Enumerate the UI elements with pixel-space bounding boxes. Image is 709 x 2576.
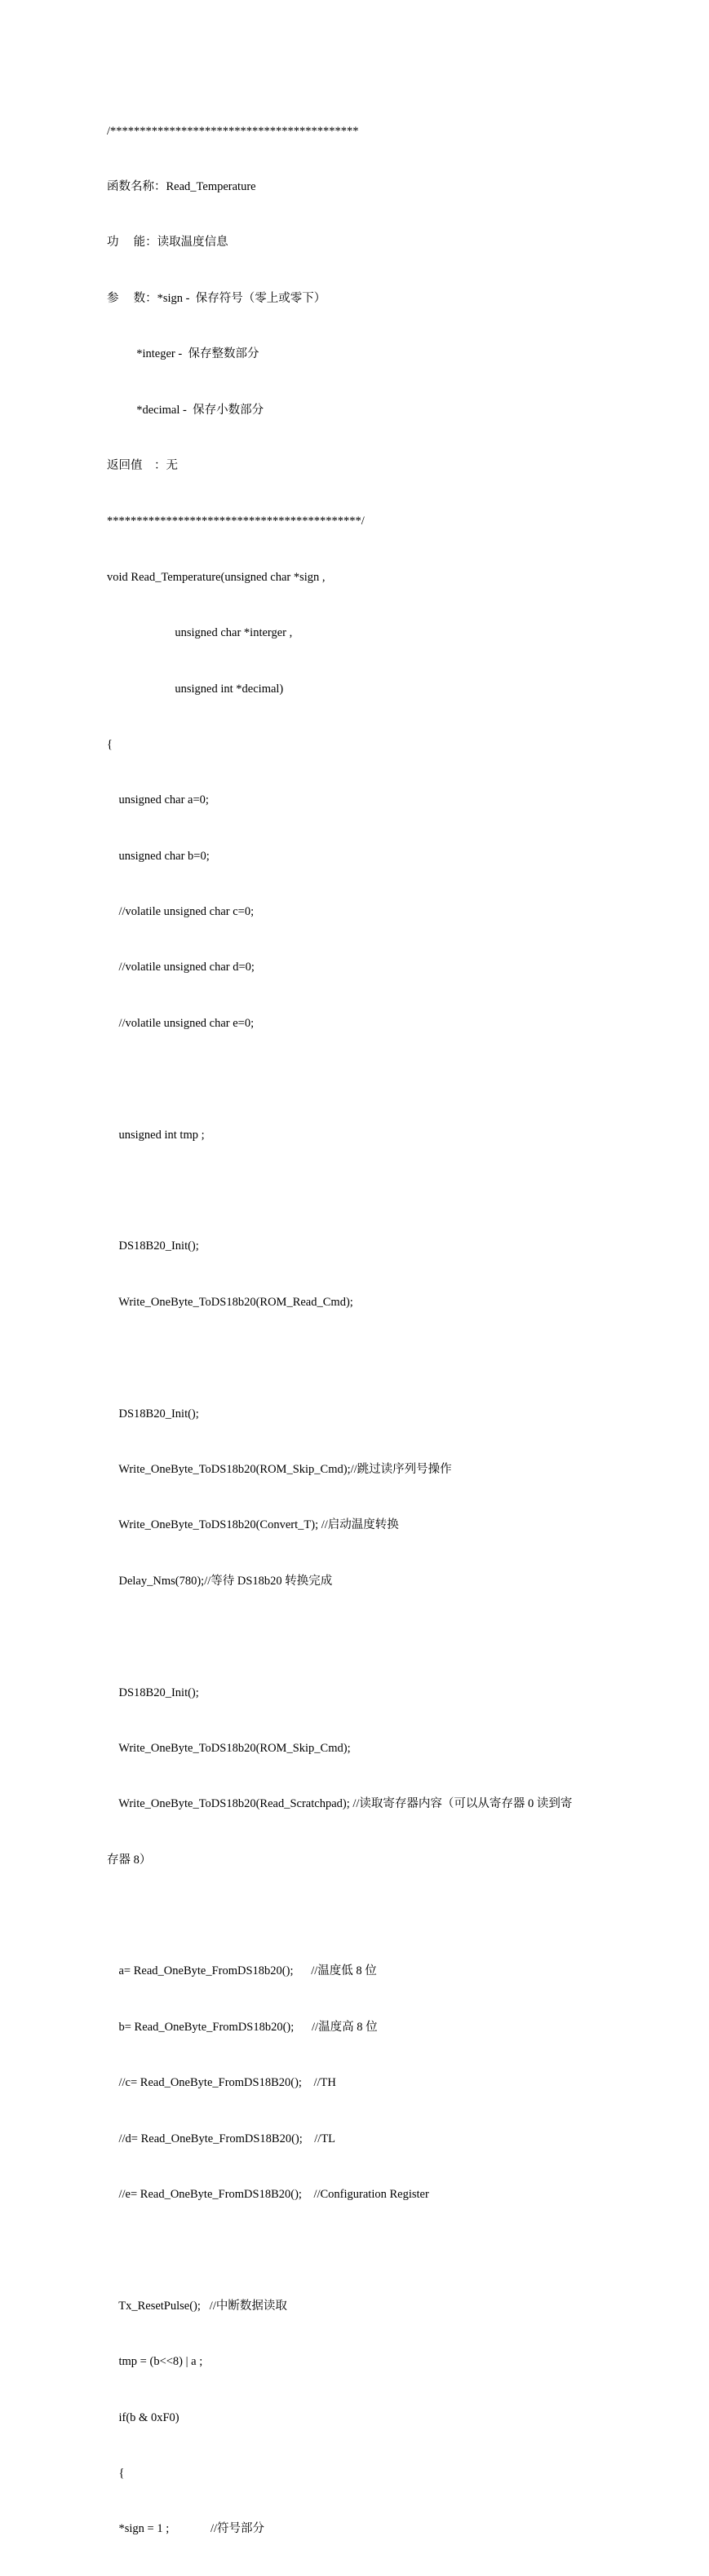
code-line: *integer - 保存整数部分 <box>107 347 259 361</box>
code-line: Write_OneByte_ToDS18b20(ROM_Skip_Cmd); <box>107 1741 351 1755</box>
code-line: 功 能：读取温度信息 <box>107 236 228 250</box>
code-line: *sign = 1 ; //符号部分 <box>107 2522 265 2536</box>
code-line: 函数名称：Read_Temperature <box>107 179 256 193</box>
code-line: unsigned char a=0; <box>107 793 209 807</box>
code-line: //d= Read_OneByte_FromDS18B20(); //TL <box>107 2132 336 2145</box>
code-line: //volatile unsigned char d=0; <box>107 961 255 974</box>
code-line: //volatile unsigned char e=0; <box>107 1016 255 1030</box>
code-line: void Read_Temperature(unsigned char *sign , <box>107 570 326 584</box>
code-line: /****************************************** <box>107 124 359 138</box>
code-line: b= Read_OneByte_FromDS18b20(); //温度高 8 位 <box>107 2020 378 2034</box>
code-line: Write_OneByte_ToDS18b20(ROM_Skip_Cmd);//跳过读序列号操作 <box>107 1462 452 1476</box>
code-line: Write_OneByte_ToDS18b20(Read_Scratchpad); //读取寄存器内容（可以从寄存器 0 读到寄 <box>107 1797 573 1811</box>
code-line: //e= Read_OneByte_FromDS18B20(); //Configuration Register <box>107 2188 429 2202</box>
blank-line <box>107 1070 613 1089</box>
blank-line <box>107 1907 613 1925</box>
code-line: //c= Read_OneByte_FromDS18B20(); //TH <box>107 2076 336 2090</box>
blank-line <box>107 1182 613 1200</box>
code-line: if(b & 0xF0) <box>107 2410 179 2424</box>
code-line: tmp = (b<<8) | a ; <box>107 2355 203 2369</box>
code-line: 存器 8） <box>107 1853 152 1867</box>
code-line: a= Read_OneByte_FromDS18b20(); //温度低 8 位 <box>107 1964 377 1978</box>
blank-line <box>107 2241 613 2260</box>
code-line: Write_OneByte_ToDS18b20(ROM_Read_Cmd); <box>107 1295 353 1309</box>
code-line: //volatile unsigned char c=0; <box>107 905 255 919</box>
code-line: 参 数：*sign - 保存符号（零上或零下） <box>107 291 326 305</box>
code-line: Write_OneByte_ToDS18b20(Convert_T); //启动温度转换 <box>107 1518 399 1532</box>
code-line: DS18B20_Init(); <box>107 1407 199 1421</box>
code-line: unsigned char b=0; <box>107 849 210 863</box>
code-listing <box>107 85 613 2576</box>
code-line: *******************************************/ <box>107 515 365 528</box>
blank-line <box>107 1628 613 1646</box>
code-line: DS18B20_Init(); <box>107 1239 199 1253</box>
code-line: unsigned char *interger , <box>107 626 293 640</box>
code-line: Tx_ResetPulse(); //中断数据读取 <box>107 2299 287 2313</box>
code-line: unsigned int *decimal) <box>107 682 284 696</box>
code-line: { <box>107 737 113 751</box>
code-line: DS18B20_Init(); <box>107 1686 199 1699</box>
code-line: unsigned int tmp ; <box>107 1128 205 1142</box>
code-line: Delay_Nms(780);//等待 DS18b20 转换完成 <box>107 1574 333 1588</box>
code-line: 返回值 ：无 <box>107 458 178 472</box>
blank-line <box>107 1349 613 1368</box>
code-line: { <box>107 2467 125 2480</box>
code-line: *decimal - 保存小数部分 <box>107 403 264 417</box>
